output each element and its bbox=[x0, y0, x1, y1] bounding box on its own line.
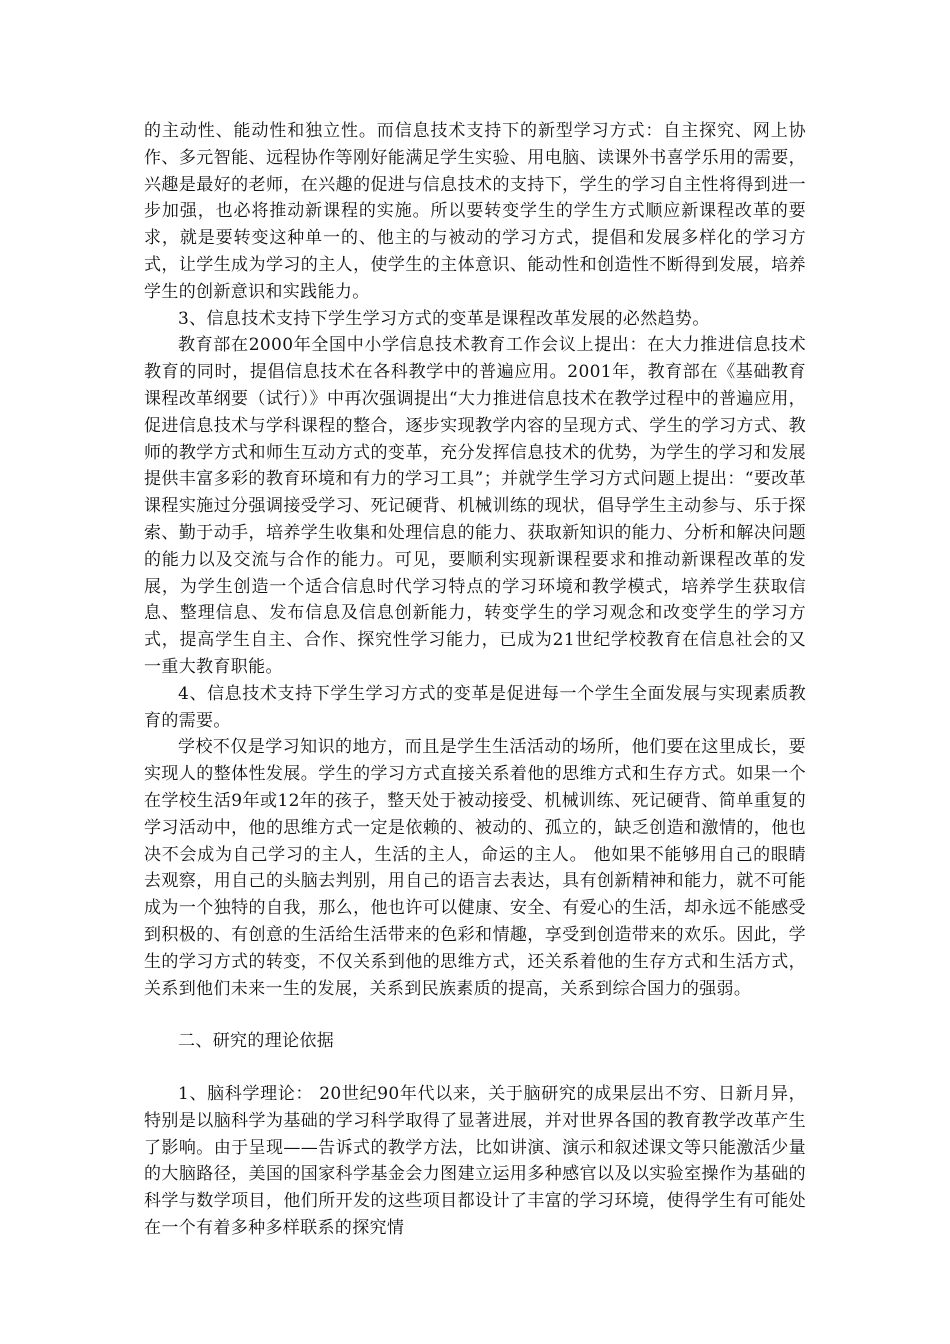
paragraph-school-life: 学校不仅是学习知识的地方，而且是学生生活活动的场所，他们要在这里成长，要实现人的整体性发展。学生的学习方式直接关系着他的思维方式和生存方式。如果一个在学校生活9年或12年的孩子，整天处于被动接受、机械训练、死记硬背、简单重复的学习活动中，他的思维方式一定是依赖的、被动的、孤立的，缺乏创造和激情的，他也决不会成为自己学习的主人，生活的主人，命运的主人。 他如果不能够用自己的眼睛去观察，用自己的头脑去判别，用自己的语言去表达，具有创新精神和能力，就不可能成为一个独特的自我，那么，他也许可以健康、安全、有爱心的生活，却永远不能感受到积极的、有创意的生活给生活带来的色彩和情趣，享受到创造带来的欢乐。因此，学生的学习方式的转变，不仅关系到他的思维方式，还关系着他的生存方式和生活方式，关系到他们未来一生的发展，关系到民族素质的提高，关系到综合国力的强弱。 bbox=[144, 737, 806, 999]
section-point-3: 3、信息技术支持下学生学习方式的变革是课程改革发展的必然趋势。 bbox=[178, 308, 710, 329]
spacer bbox=[144, 1055, 806, 1081]
section-point-4: 4、信息技术支持下学生学习方式的变革是促进每一个学生全面发展与实现素质教育的需要。 bbox=[144, 683, 806, 731]
paragraph-continuation: 的主动性、能动性和独立性。而信息技术支持下的新型学习方式：自主探究、网上协作、多元智能、远程协作等刚好能满足学生实验、用电脑、读课外书喜学乐用的需要，兴趣是最好的老师，在兴趣的促进与信息技术的支持下，学生的学习自主性将得到进一步加强，也必将推动新课程的实施。所以要转变学生的学生方式顺应新课程改革的要求，就是要转变这种单一的、他主的与被动的学习方式，提倡和发展多样化的学习方式，让学生成为学习的主人，使学生的主体意识、能动性和创造性不断得到发展，培养学生的创新意识和实践能力。 bbox=[144, 121, 806, 302]
spacer bbox=[144, 1002, 806, 1028]
paragraph-ministry-policy: 教育部在2000年全国中小学信息技术教育工作会议上提出：在大力推进信息技术教育的同时，提倡信息技术在各科教学中的普遍应用。2001年，教育部在《基础教育课程改革纲要（试行）》中再次强调提出“大力推进信息技术在教学过程中的普遍应用，促进信息技术与学科课程的整合，逐步实现教学内容的呈现方式、学生的学习方式、教师的教学方式和师生互动方式的变革，充分发挥信息技术的优势，为学生的学习和发展提供丰富多彩的教育环境和有力的学习工具”；并就学生学习方式问题上提出：“要改革课程实施过分强调接受学习、死记硬背、机械训练的现状，倡导学生主动参与、乐于探索、勤于动手，培养学生收集和处理信息的能力、获取新知识的能力、分析和解决问题的能力以及交流与合作的能力。可见，要顺利实现新课程要求和推动新课程改革的发展，为学生创造一个适合信息时代学习特点的学习环境和教学模式，培养学生获取信息、整理信息、发布信息及信息创新能力，转变学生的学习观念和改变学生的学习方式，提高学生自主、合作、探究性学习能力，已成为21世纪学校教育在信息社会的又一重大教育职能。 bbox=[144, 335, 806, 677]
section-heading-theory: 二、研究的理论依据 bbox=[178, 1031, 335, 1052]
document-page bbox=[144, 118, 806, 1242]
paragraph-brain-science: 1、脑科学理论： 20世纪90年代以来，关于脑研究的成果层出不穷、日新月异，特别是以脑科学为基础的学习科学取得了显著进展，并对世界各国的教育教学改革产生了影响。由于呈现——告诉式的教学方法，比如讲演、演示和叙述课文等只能激活少量的大脑路径，美国的国家科学基金会力图建立运用多种感官以及以实验室操作为基础的科学与数学项目，他们所开发的这些项目都设计了丰富的学习环境，使得学生有可能处在一个有着多种多样联系的探究情 bbox=[144, 1084, 806, 1239]
